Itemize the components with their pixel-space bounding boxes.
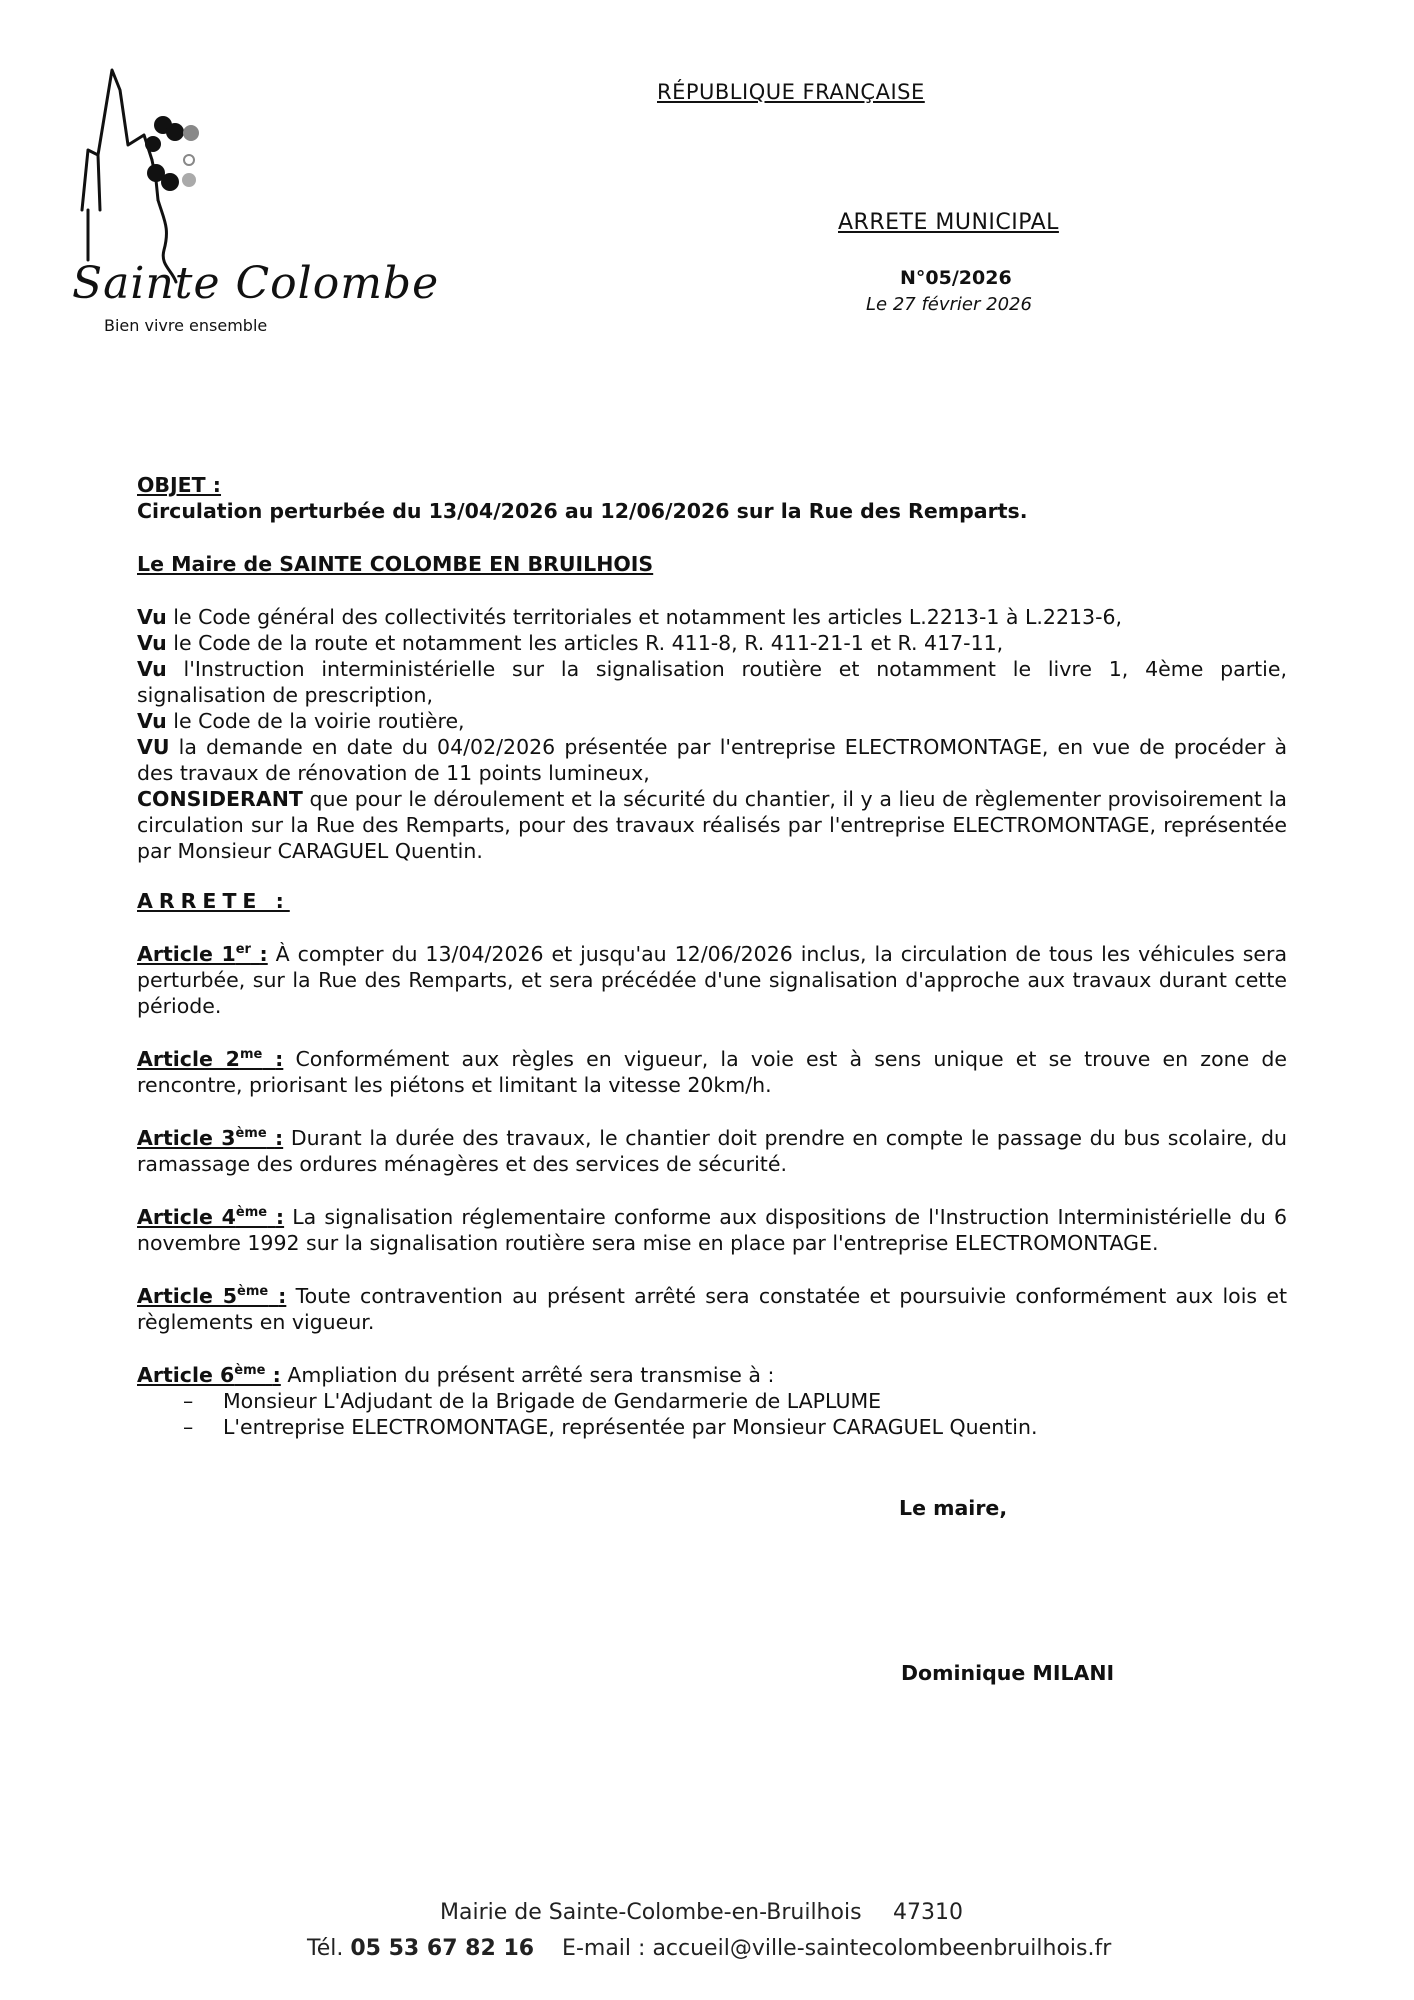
objet-text: Circulation perturbée du 13/04/2026 au 12/06/2026 sur la Rue des Remparts.	[137, 499, 1028, 523]
recipient-item: – L'entreprise ELECTROMONTAGE, représentée par Monsieur CARAGUEL Quentin.	[183, 1415, 1038, 1439]
footer-contact	[307, 1936, 1111, 1961]
article-2: Article $2^{me}$ : Conformément aux règles en vigueur, la voie est à sens unique et se trouve en zone de rencontre, priorisant les piétons et limitant la vitesse 20km/h.	[137, 1047, 1288, 1097]
consideration-item: Vu le Code de la voirie routière,	[137, 709, 465, 733]
republic-heading: RÉPUBLIQUE FRANÇAISE	[657, 80, 925, 104]
article-4: Article 4ème : La signalisation réglementaire conforme aux dispositions de l'Instruction Interministérielle du 6 novembre 1992 sur la signalisation routière sera mise en place par l'entreprise ELECTROMONTAGE.	[137, 1205, 1287, 1255]
footer-email-label: E-mail :	[562, 1936, 646, 1961]
objet-label: OBJET :	[137, 473, 222, 497]
arrete-date: Le 27 février 2026	[866, 294, 1032, 315]
consideration-item: VU la demande en date du 04/02/2026 présentée par l'entreprise ELECTROMONTAGE, en vue de procéder à des travaux de rénovation de 11 points lumineux,	[137, 735, 1287, 785]
footer-email[interactable]: accueil@ville-saintecolombeenbruilhois.fr	[652, 1936, 1112, 1961]
consideration-item: Vu le Code de la route et notamment les articles R. 411-8, R. 411-21-1 et R. 417-11,	[137, 631, 1004, 655]
logo-wordmark: Sainte Colombe	[72, 258, 440, 309]
consideration-item: Vu le Code général des collectivités territoriales et notamment les articles L.2213-1 à L.2213-6,	[137, 605, 1123, 629]
article-3: Article 3ème : Durant la durée des travaux, le chantier doit prendre en compte le passage du bus scolaire, du ramassage des ordures ménagères et des services de sécurité.	[137, 1126, 1287, 1176]
document-title: ARRETE MUNICIPAL	[838, 210, 1059, 235]
footer-phone: 05 53 67 82 16	[350, 1936, 535, 1961]
arrete-heading: ARRETE :	[137, 889, 290, 913]
signature-title: Le maire,	[899, 1496, 1008, 1520]
maire-heading: Le Maire de SAINTE COLOMBE EN BRUILHOIS	[137, 552, 654, 576]
municipal-logo	[60, 60, 440, 340]
footer-tel-label: Tél.	[307, 1936, 344, 1961]
footer-postal-code: 47310	[893, 1900, 963, 1925]
consideration-item: CONSIDERANT que pour le déroulement et la sécurité du chantier, il y a lieu de règlementer provisoirement la circulation sur la Rue des Remparts, pour des travaux réalisés par l'entreprise ELECTROMONTAGE, représentée par Monsieur CARAGUEL Quentin.	[137, 787, 1287, 863]
article-5: Article 5ème : Toute contravention au présent arrêté sera constatée et poursuivie conformément aux lois et règlements en vigueur.	[137, 1284, 1287, 1334]
recipient-item: – Monsieur L'Adjudant de la Brigade de Gendarmerie de LAPLUME	[183, 1389, 882, 1413]
consideration-item: Vu l'Instruction interministérielle sur la signalisation routière et notamment le livre 1, 4ème partie, signalisation de prescription,	[137, 657, 1287, 707]
logo-tagline: Bien vivre ensemble	[104, 316, 268, 335]
signer-name: Dominique MILANI	[901, 1661, 1115, 1685]
article-6: Article 6ème : Ampliation du présent arrêté sera transmise à :	[137, 1363, 775, 1387]
document-body	[137, 472, 1287, 1440]
arrete-number: N°05/2026	[900, 267, 1012, 289]
church-logo-icon	[60, 60, 280, 290]
article-1: Article 1er : À compter du 13/04/2026 et jusqu'au 12/06/2026 inclus, la circulation de tous les véhicules sera perturbée, sur la Rue des Remparts, et sera précédée d'une signalisation d'approche aux travaux durant cette période.	[137, 942, 1288, 1018]
footer-address: Mairie de Sainte-Colombe-en-Bruilhois	[440, 1900, 862, 1925]
